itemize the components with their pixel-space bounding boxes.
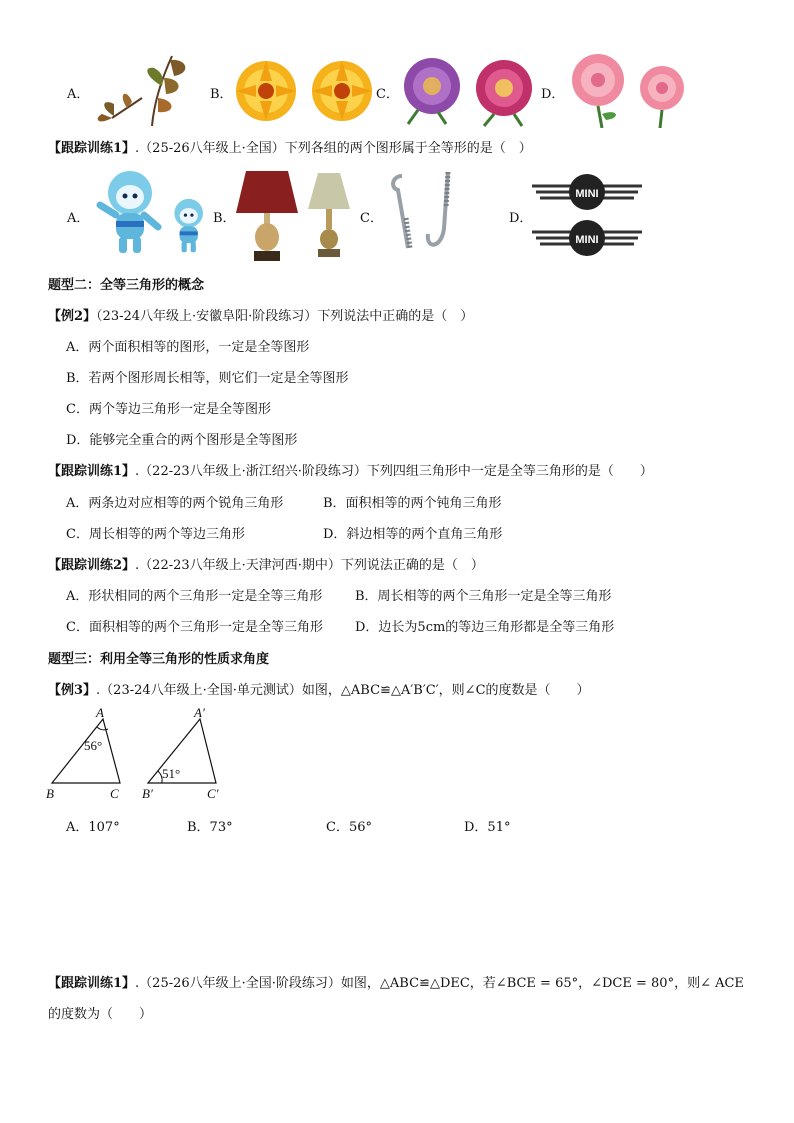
vertex-label-a-prime: A′	[194, 705, 205, 720]
angle-label-b-prime: 51°	[162, 766, 181, 781]
question-tag: 【例2】	[48, 309, 97, 324]
angle-label-a: 56°	[84, 738, 103, 753]
track1b-option-a: A．两条边对应相等的两个锐角三角形	[66, 496, 284, 511]
option-d-label: D．	[541, 87, 565, 102]
question-tag: 【跟踪训练1】	[48, 464, 136, 479]
yellow-flowers-picture	[230, 55, 380, 127]
question-tag: 【跟踪训练1】	[48, 976, 136, 991]
example2-option-a: A．两个面积相等的图形，一定是全等图形	[66, 340, 310, 355]
section-title-type2: 题型二：全等三角形的概念	[48, 278, 205, 293]
question-text: .（23-24八年级上·全国·单元测试）如图，△ABC≌△A′B′C′，则∠C的度数是（ ）	[96, 683, 590, 698]
peonies-picture	[398, 52, 543, 127]
question-text: .（22-23八年级上·浙江绍兴·阶段练习）下列四组三角形中一定是全等三角形的是（ ）	[135, 464, 653, 479]
track1b-option-d: D．斜边相等的两个直角三角形	[323, 527, 503, 542]
vertex-label-a: A	[96, 705, 104, 720]
question-text: .（25-26八年级上·全国·阶段练习）如图，△ABC≌△DEC，若∠BCE = 65°，∠DCE = 80°，则∠ ACE	[135, 976, 744, 991]
question-text: .（25-26八年级上·全国）下列各组的两个图形属于全等形的是（ ）	[135, 141, 532, 156]
leaves-picture	[92, 48, 202, 128]
track2b-option-d: D．边长为5cm的等边三角形都是全等三角形	[355, 620, 615, 635]
vertex-label-b: B	[46, 786, 54, 801]
example3-option-a: A．107°	[66, 820, 120, 835]
track1b-option-b: B．面积相等的两个钝角三角形	[323, 496, 502, 511]
track2b-question-line	[48, 554, 484, 573]
question-tag: 【跟踪训练2】	[48, 558, 136, 573]
mini-logo-text: MINI	[575, 234, 599, 246]
track2b-option-b: B．周长相等的两个三角形一定是全等三角形	[355, 589, 612, 604]
track2b-option-c: C．面积相等的两个三角形一定是全等三角形	[66, 620, 323, 635]
mini-logos-picture	[532, 170, 642, 260]
question-tag: 【跟踪训练1】	[48, 141, 136, 156]
example3-option-d: D．51°	[464, 820, 511, 835]
vertex-label-b-prime: B′	[142, 786, 153, 801]
example3-option-b: B．73°	[187, 820, 233, 835]
hooks-picture	[382, 168, 472, 260]
track1b-option-c: C．周长相等的两个等边三角形	[66, 527, 245, 542]
mini-logo-text: MINI	[575, 188, 599, 200]
example2-question-line	[48, 305, 473, 324]
lamps-picture	[232, 165, 362, 263]
option-b-label: B．	[210, 87, 233, 102]
example2-option-d: D．能够完全重合的两个图形是全等图形	[66, 433, 298, 448]
congruent-triangles-figure	[44, 705, 234, 805]
option-c-label: C．	[376, 87, 399, 102]
section-title-type3: 题型三：利用全等三角形的性质求角度	[48, 652, 270, 667]
option-d-label: D．	[509, 211, 533, 226]
question-text: （23-24八年级上·安徽阜阳·阶段练习）下列说法中正确的是（ ）	[96, 309, 474, 324]
example3-question-line	[48, 679, 590, 698]
question-text: .（22-23八年级上·天津河西·期中）下列说法正确的是（ ）	[135, 558, 484, 573]
example2-option-c: C．两个等边三角形一定是全等图形	[66, 402, 271, 417]
roses-picture	[562, 48, 702, 128]
vertex-label-c-prime: C′	[207, 786, 219, 801]
option-a-label: A．	[67, 87, 90, 102]
track2b-option-a: A．形状相同的两个三角形一定是全等三角形	[66, 589, 323, 604]
example2-option-b: B．若两个图形周长相等，则它们一定是全等图形	[66, 371, 349, 386]
option-b-label: B．	[213, 211, 236, 226]
track1b-question-line	[48, 460, 653, 479]
track1c-question-line	[48, 972, 744, 991]
triangles-drawing	[44, 705, 234, 805]
track1-question-line	[48, 137, 532, 156]
vertex-label-c: C	[110, 786, 119, 801]
mascots-picture	[92, 165, 212, 260]
option-a-label: A．	[67, 211, 90, 226]
option-c-label: C．	[360, 211, 383, 226]
track1c-question-line-2: 的度数为（ ）	[48, 1007, 153, 1022]
example3-option-c: C．56°	[326, 820, 372, 835]
question-tag: 【例3】	[48, 683, 97, 698]
